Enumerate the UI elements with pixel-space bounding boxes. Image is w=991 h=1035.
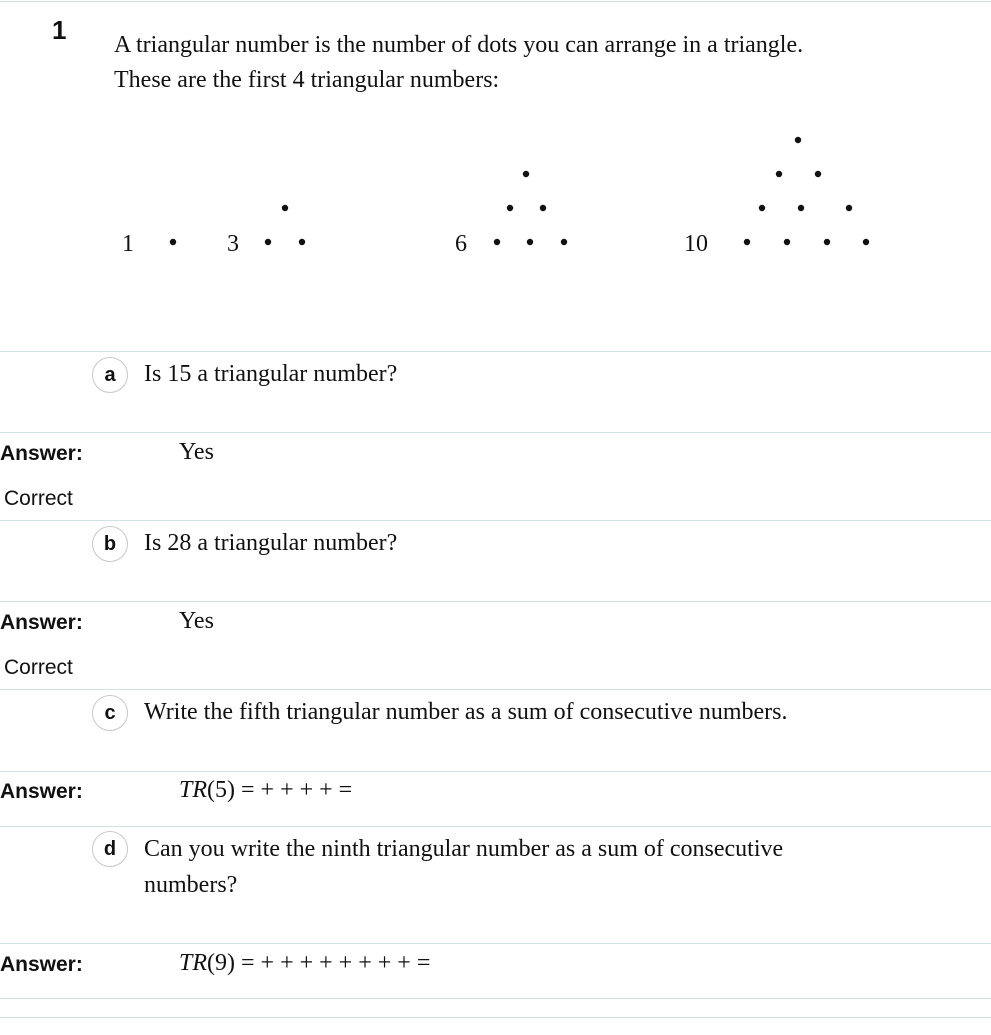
dot	[815, 171, 821, 177]
figure-label-1: 1	[122, 231, 134, 257]
part-c-answer	[179, 777, 352, 804]
dot	[846, 205, 852, 211]
question-number: 1	[52, 15, 67, 45]
part-c-question: Write the fifth triangular number as a sum of consecutive numbers.	[144, 699, 788, 725]
dot	[265, 239, 271, 245]
divider	[0, 520, 991, 521]
divider	[0, 826, 991, 827]
dot	[527, 239, 533, 245]
figure-label-6: 6	[455, 231, 467, 257]
triangular-dots-figure	[0, 0, 991, 340]
dot	[299, 239, 305, 245]
intro-line-1: A triangular number is the number of dots you can arrange in a triangle.	[114, 32, 804, 58]
math-expression: (9) = + + + + + + + + =	[207, 950, 431, 976]
part-b-question: Is 28 a triangular number?	[144, 530, 398, 556]
figure-label-10: 10	[684, 231, 708, 257]
part-a-question: Is 15 a triangular number?	[144, 361, 398, 387]
part-badge-d: d	[92, 831, 128, 867]
part-d-answer	[179, 950, 430, 977]
divider	[0, 943, 991, 944]
dot	[784, 239, 790, 245]
divider	[0, 1017, 991, 1018]
dot	[561, 239, 567, 245]
part-b-status: Correct	[4, 656, 73, 679]
math-function: TR	[179, 950, 208, 976]
part-badge-b: b	[92, 526, 128, 562]
answer-label: Answer:	[0, 953, 83, 976]
math-expression: (5) = + + + + =	[207, 777, 353, 803]
dot	[282, 205, 288, 211]
divider	[0, 601, 991, 602]
divider	[0, 432, 991, 433]
answer-label: Answer:	[0, 442, 83, 465]
dot	[795, 137, 801, 143]
dot	[824, 239, 830, 245]
part-badge-a: a	[92, 357, 128, 393]
divider	[0, 998, 991, 999]
answer-label: Answer:	[0, 780, 83, 803]
dot	[744, 239, 750, 245]
divider	[0, 351, 991, 352]
dot	[776, 171, 782, 177]
dot	[507, 205, 513, 211]
divider	[0, 771, 991, 772]
dot	[759, 205, 765, 211]
dot	[863, 239, 869, 245]
answer-label: Answer:	[0, 611, 83, 634]
dot	[523, 171, 529, 177]
divider	[0, 689, 991, 690]
math-function: TR	[179, 777, 208, 803]
part-badge-c: c	[92, 695, 128, 731]
part-a-answer: Yes	[179, 439, 214, 465]
dot	[494, 239, 500, 245]
part-b-answer: Yes	[179, 608, 214, 634]
intro-line-2: These are the first 4 triangular numbers:	[114, 67, 500, 93]
dot	[798, 205, 804, 211]
part-a-status: Correct	[4, 487, 73, 510]
part-d-question-line-1: Can you write the ninth triangular number as a sum of consecutive	[144, 836, 784, 862]
part-d-question	[144, 831, 783, 903]
figure-label-3: 3	[227, 231, 239, 257]
dot	[540, 205, 546, 211]
part-d-question-line-2: numbers?	[144, 872, 238, 898]
dot	[170, 239, 176, 245]
